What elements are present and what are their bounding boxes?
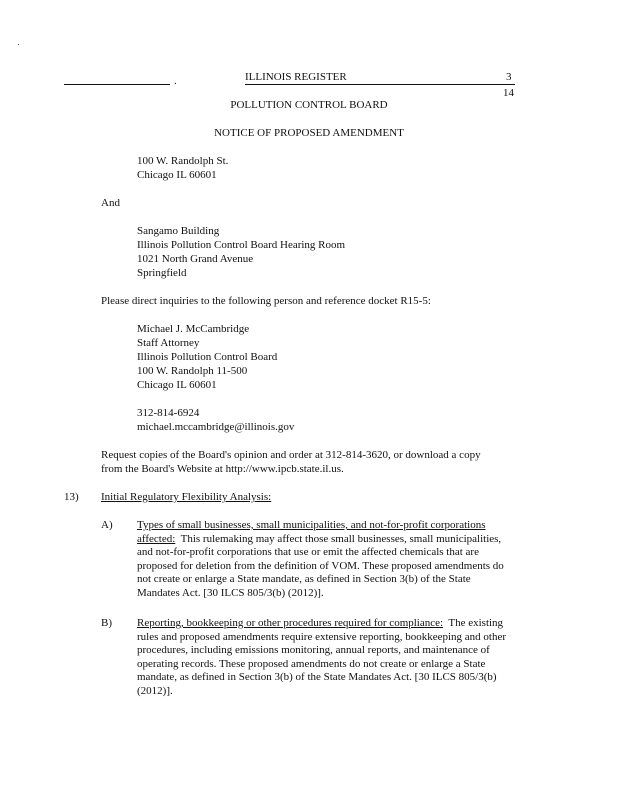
header-rule-right [245,84,515,85]
contact-line: Staff Attorney [137,337,200,349]
contact-line: Illinois Pollution Control Board [137,351,278,363]
address2-line: 1021 North Grand Avenue [137,253,254,265]
section-heading-text: Initial Regulatory Flexibility Analysis: [101,491,272,503]
inquiries-text: Please direct inquiries to the following person and reference docket R15-5: [101,295,431,307]
item-b-paragraph [137,617,509,698]
header-rule-left [64,84,170,85]
address1-line: 100 W. Randolph St. [137,155,229,167]
header-dot: . [174,75,177,87]
contact-email: michael.mccambridge@illinois.gov [137,421,295,433]
contact-line: 100 W. Randolph 11-500 [137,365,248,377]
item-b-body: The existing rules and proposed amendments require extensive reporting, bookkeeping and other procedures, including emissions monitoring, annual reports, and maintenance of operating records. These proposed amendments do not create or enlarge a State mandate, as defined in Section 3(b) of the State Mandates Act. [30 ILCS 805/3(b) (2012)]. [137,617,506,697]
notice-title: NOTICE OF PROPOSED AMENDMENT [214,127,404,139]
section-number: 13) [64,491,79,503]
address2-line: Springfield [137,267,187,279]
item-a-paragraph [137,519,509,600]
and-label: And [101,197,120,209]
request-copies-line: Request copies of the Board's opinion and order at 312-814-3620, or download a copy [101,449,481,461]
contact-line: Michael J. McCambridge [137,323,250,335]
board-title: POLLUTION CONTROL BOARD [230,99,388,111]
request-copies-line: from the Board's Website at http://www.ipcb.state.il.us. [101,463,344,475]
section-heading [101,491,271,505]
item-letter: A) [101,519,113,531]
item-a-title: Types of small businesses, small municipalities, and not-for-profit corporations affected: [137,519,486,545]
register-title: ILLINOIS REGISTER [245,71,347,83]
item-letter: B) [101,617,112,629]
contact-phone: 312-814-6924 [137,407,200,419]
page-sub-number: 14 [503,87,514,99]
item-b-title: Reporting, bookkeeping or other procedures required for compliance: [137,617,444,629]
address1-line: Chicago IL 60601 [137,169,217,181]
address2-line: Sangamo Building [137,225,220,237]
page-number: 3 [506,71,512,83]
scan-speck [18,44,19,45]
item-a-body: This rulemaking may affect those small businesses, small municipalities, and not-for-profit corporations that use or emit the affected chemicals that are proposed for deletion from the definition of VOM. These proposed amendments do not create or enlarge a State mandate, as defined in Section 3(b) of the State Mandates Act. [30 ILCS 805/3(b) (2012)]. [137,532,504,599]
contact-line: Chicago IL 60601 [137,379,217,391]
address2-line: Illinois Pollution Control Board Hearing Room [137,239,346,251]
